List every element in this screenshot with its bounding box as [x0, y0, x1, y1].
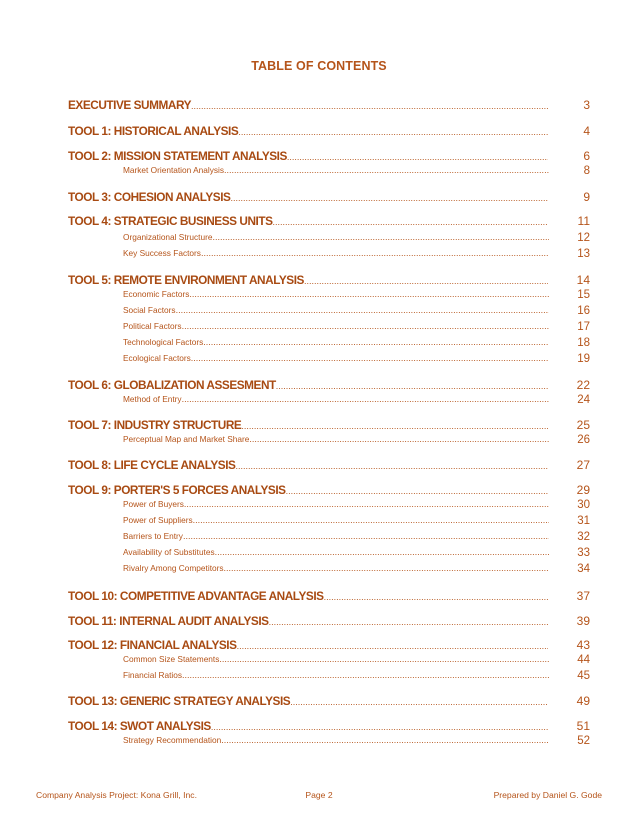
toc-entry-line	[68, 458, 548, 472]
toc-entry-label: TOOL 6: GLOBALIZATION ASSESMENT	[68, 378, 276, 392]
toc-dot-leader	[224, 165, 549, 175]
toc-entry-page-number: 22	[576, 378, 590, 392]
page-footer	[0, 790, 638, 804]
toc-entry-page-number: 17	[577, 321, 590, 333]
toc-entry-page-number: 43	[576, 638, 590, 652]
toc-entry-line	[68, 614, 548, 628]
toc-entry-line	[123, 531, 549, 541]
toc-entry-line	[123, 305, 549, 315]
toc-entry[interactable]	[0, 273, 638, 289]
toc-entry-line	[68, 638, 548, 652]
toc-entry-line	[123, 670, 549, 680]
toc-dot-leader	[287, 152, 548, 162]
toc-entry[interactable]	[0, 214, 638, 230]
toc-dot-leader	[241, 421, 548, 431]
toc-entry-line	[123, 515, 549, 525]
toc-entry-line	[68, 98, 548, 112]
toc-dot-leader	[235, 461, 548, 471]
toc-entry-label: Political Factors	[123, 321, 182, 331]
toc-entry-line	[68, 273, 548, 287]
toc-entry-label: Power of Suppliers	[123, 515, 193, 525]
toc-entry-page-number: 24	[577, 394, 590, 406]
toc-entry-line	[68, 589, 548, 603]
toc-entry-line	[123, 434, 549, 444]
footer-page-number: Page 2	[305, 790, 333, 800]
toc-entry-page-number: 39	[576, 614, 590, 628]
toc-entry-line	[68, 483, 548, 497]
toc-entry-page-number: 3	[583, 98, 590, 112]
toc-title: TABLE OF CONTENTS	[251, 59, 387, 73]
toc-dot-leader	[203, 337, 549, 347]
toc-entry-label: TOOL 11: INTERNAL AUDIT ANALYSIS	[68, 614, 269, 628]
toc-entry-label: TOOL 7: INDUSTRY STRUCTURE	[68, 418, 242, 432]
toc-entry[interactable]	[0, 353, 638, 369]
toc-entry-page-number: 44	[577, 654, 590, 666]
toc-entry-page-number: 49	[576, 694, 590, 708]
toc-entry[interactable]	[0, 165, 638, 181]
toc-dot-leader	[191, 101, 548, 111]
toc-entry-line	[123, 547, 549, 557]
toc-entry-line	[123, 735, 549, 745]
toc-entry[interactable]	[0, 563, 638, 579]
toc-entry[interactable]	[0, 638, 638, 654]
toc-entry[interactable]	[0, 289, 638, 305]
toc-entry-label: TOOL 9: PORTER'S 5 FORCES ANALYSIS	[68, 483, 286, 497]
toc-entry-label: Organizational Structure	[123, 232, 213, 242]
toc-entry[interactable]	[0, 418, 638, 434]
toc-dot-leader	[290, 697, 548, 707]
toc-dot-leader	[276, 381, 548, 391]
toc-entry-page-number: 13	[577, 248, 590, 260]
toc-entry-label: TOOL 1: HISTORICAL ANALYSIS	[68, 124, 239, 138]
toc-entry[interactable]	[0, 190, 638, 206]
toc-entry[interactable]	[0, 124, 638, 140]
toc-entry[interactable]	[0, 694, 638, 710]
toc-entry[interactable]	[0, 499, 638, 515]
toc-dot-leader	[201, 248, 549, 258]
toc-entry[interactable]	[0, 378, 638, 394]
toc-dot-leader	[215, 547, 549, 557]
toc-dot-leader	[182, 321, 549, 331]
toc-entry-line	[123, 394, 549, 404]
toc-dot-leader	[230, 193, 548, 203]
toc-entry-label: EXECUTIVE SUMMARY	[68, 98, 192, 112]
toc-entry-label: Economic Factors	[123, 289, 190, 299]
toc-entry-label: Market Orientation Analysis	[123, 165, 224, 175]
toc-entry-page-number: 26	[577, 434, 590, 446]
toc-entry-label: Barriers to Entry	[123, 531, 183, 541]
toc-dot-leader	[237, 641, 548, 651]
toc-entry-line	[123, 499, 549, 509]
toc-entry[interactable]	[0, 589, 638, 605]
toc-entry[interactable]	[0, 654, 638, 670]
toc-entry-label: Ecological Factors	[123, 353, 191, 363]
toc-entry[interactable]	[0, 719, 638, 735]
footer-project-name: Company Analysis Project: Kona Grill, Inc.	[36, 790, 197, 800]
toc-entry[interactable]	[0, 321, 638, 337]
toc-entry[interactable]	[0, 305, 638, 321]
toc-entry-label: TOOL 2: MISSION STATEMENT ANALYSIS	[68, 149, 287, 163]
toc-entry-label: Strategy Recommendation	[123, 735, 222, 745]
toc-dot-leader	[212, 232, 549, 242]
toc-entry-line	[68, 378, 548, 392]
toc-entry[interactable]	[0, 98, 638, 114]
toc-entry-page-number: 19	[577, 353, 590, 365]
toc-entry[interactable]	[0, 735, 638, 751]
toc-entry-page-number: 30	[577, 499, 590, 511]
toc-dot-leader	[286, 486, 548, 496]
toc-entry-page-number: 11	[577, 214, 590, 228]
toc-entry-page-number: 31	[577, 515, 590, 527]
toc-dot-leader	[189, 289, 549, 299]
toc-entry[interactable]	[0, 670, 638, 686]
toc-dot-leader	[249, 434, 549, 444]
toc-entry-page-number: 8	[583, 165, 590, 177]
toc-entry-page-number: 34	[577, 563, 590, 575]
toc-entry-label: Rivalry Among Competitors	[123, 563, 224, 573]
toc-entry-line	[68, 190, 548, 204]
toc-entry[interactable]	[0, 434, 638, 450]
toc-entry-line	[123, 232, 549, 242]
toc-entry-line	[123, 353, 549, 363]
toc-entry[interactable]	[0, 394, 638, 410]
toc-entry-line	[123, 165, 549, 175]
toc-entry-line	[123, 654, 549, 664]
toc-entry-label: TOOL 13: GENERIC STRATEGY ANALYSIS	[68, 694, 291, 708]
toc-dot-leader	[219, 654, 549, 664]
toc-entry[interactable]	[0, 248, 638, 264]
toc-entry-page-number: 25	[576, 418, 590, 432]
toc-entry-line	[68, 214, 548, 228]
toc-entry[interactable]	[0, 337, 638, 353]
toc-dot-leader	[324, 592, 548, 602]
toc-entry-page-number: 33	[577, 547, 590, 559]
toc-entry-page-number: 6	[583, 149, 590, 163]
toc-entry-label: TOOL 3: COHESION ANALYSIS	[68, 190, 231, 204]
toc-entry-page-number: 29	[576, 483, 590, 497]
toc-entry-label: Social Factors	[123, 305, 176, 315]
toc-entry-page-number: 37	[576, 589, 590, 603]
toc-dot-leader	[184, 499, 549, 509]
toc-entry[interactable]	[0, 232, 638, 248]
toc-entry-line	[123, 337, 549, 347]
toc-entry-label: Financial Ratios	[123, 670, 183, 680]
toc-entry-line	[123, 321, 549, 331]
toc-dot-leader	[273, 217, 548, 227]
toc-entry-page-number: 18	[577, 337, 590, 349]
toc-entry-label: Method of Entry	[123, 394, 182, 404]
toc-entry[interactable]	[0, 531, 638, 547]
toc-entry-line	[68, 149, 548, 163]
toc-dot-leader	[224, 563, 549, 573]
toc-entry[interactable]	[0, 149, 638, 165]
toc-dot-leader	[182, 670, 549, 680]
toc-dot-leader	[193, 515, 549, 525]
toc-entry-label: Key Success Factors	[123, 248, 201, 258]
toc-entry-line	[68, 694, 548, 708]
toc-dot-leader	[211, 722, 548, 732]
toc-entry-label: TOOL 14: SWOT ANALYSIS	[68, 719, 211, 733]
footer-author: Prepared by Daniel G. Gode	[493, 790, 602, 800]
toc-entry-page-number: 51	[576, 719, 590, 733]
toc-entry-line	[123, 248, 549, 258]
toc-entry-label: TOOL 8: LIFE CYCLE ANALYSIS	[68, 458, 236, 472]
toc-entry-page-number: 12	[577, 232, 590, 244]
toc-entry[interactable]	[0, 458, 638, 474]
toc-entry-line	[123, 289, 549, 299]
toc-dot-leader	[238, 127, 548, 137]
toc-entry-page-number: 9	[583, 190, 590, 204]
toc-entry-label: Availability of Substitutes	[123, 547, 215, 557]
toc-entry-line	[68, 719, 548, 733]
toc-entry-line	[123, 563, 549, 573]
toc-entry-label: Technological Factors	[123, 337, 204, 347]
toc-entry[interactable]	[0, 515, 638, 531]
toc-entry-label: Power of Buyers	[123, 499, 184, 509]
toc-dot-leader	[269, 617, 548, 627]
toc-entry-label: Common Size Statements	[123, 654, 220, 664]
toc-entry[interactable]	[0, 547, 638, 563]
toc-entry-page-number: 4	[583, 124, 590, 138]
toc-dot-leader	[221, 735, 549, 745]
toc-entry[interactable]	[0, 614, 638, 630]
toc-dot-leader	[191, 353, 549, 363]
toc-dot-leader	[304, 276, 548, 286]
toc-entry-label: TOOL 12: FINANCIAL ANALYSIS	[68, 638, 237, 652]
toc-entry-page-number: 52	[577, 735, 590, 747]
toc-entry[interactable]	[0, 483, 638, 499]
toc-entry-line	[68, 124, 548, 138]
toc-entry-label: TOOL 10: COMPETITIVE ADVANTAGE ANALYSIS	[68, 589, 324, 603]
toc-entry-page-number: 15	[577, 289, 590, 301]
toc-dot-leader	[182, 394, 549, 404]
toc-entry-line	[68, 418, 548, 432]
toc-entry-page-number: 32	[577, 531, 590, 543]
toc-entry-page-number: 14	[576, 273, 590, 287]
toc-entry-page-number: 27	[576, 458, 590, 472]
toc-entry-label: TOOL 5: REMOTE ENVIRONMENT ANALYSIS	[68, 273, 304, 287]
toc-entry-label: TOOL 4: STRATEGIC BUSINESS UNITS	[68, 214, 273, 228]
toc-entry-page-number: 45	[577, 670, 590, 682]
toc-entry-page-number: 16	[577, 305, 590, 317]
toc-entry-label: Perceptual Map and Market Share	[123, 434, 250, 444]
toc-dot-leader	[176, 305, 549, 315]
toc-dot-leader	[183, 531, 549, 541]
